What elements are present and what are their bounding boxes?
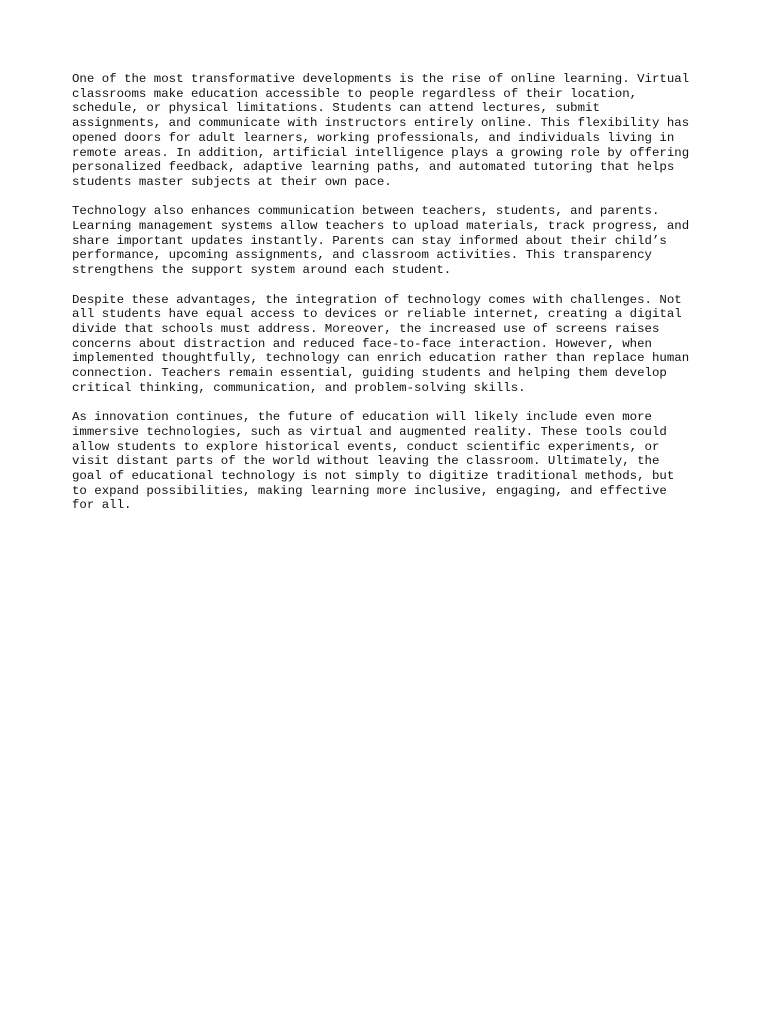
text-line: opened doors for adult learners, working professionals, and individuals living in	[72, 130, 675, 145]
text-line: Despite these advantages, the integration of technology comes with challenges. Not	[72, 292, 682, 307]
text-line: divide that schools must address. Moreover, the increased use of screens raises	[72, 321, 660, 336]
paragraph-communication	[72, 204, 712, 278]
paragraph-future	[72, 410, 712, 513]
text-line: visit distant parts of the world without leaving the classroom. Ultimately, the	[72, 454, 660, 469]
text-line: share important updates instantly. Parents can stay informed about their child’s	[72, 233, 667, 248]
text-line: strengthens the support system around each student.	[72, 263, 452, 278]
text-line: students master subjects at their own pace.	[72, 174, 392, 189]
text-line: As innovation continues, the future of education will likely include even more	[72, 410, 652, 425]
paragraph-challenges	[72, 293, 712, 396]
text-line: One of the most transformative developments is the rise of online learning. Virtual	[72, 72, 690, 86]
text-line: schedule, or physical limitations. Students can attend lectures, submit	[72, 101, 600, 116]
paragraph-online-learning	[72, 72, 712, 190]
text-line: for all.	[72, 498, 132, 513]
text-line: connection. Teachers remain essential, guiding students and helping them develop	[72, 366, 667, 381]
text-line: goal of educational technology is not simply to digitize traditional methods, but	[72, 468, 675, 483]
text-line: personalized feedback, adaptive learning paths, and automated tutoring that helps	[72, 160, 675, 175]
text-line: remote areas. In addition, artificial intelligence plays a growing role by offering	[72, 145, 690, 160]
text-line: Technology also enhances communication between teachers, students, and parents.	[72, 204, 660, 219]
text-line: assignments, and communicate with instructors entirely online. This flexibility has	[72, 116, 690, 131]
text-line: allow students to explore historical events, conduct scientific experiments, or	[72, 439, 660, 454]
text-line: critical thinking, communication, and problem-solving skills.	[72, 380, 526, 395]
text-line: Learning management systems allow teachers to upload materials, track progress, and	[72, 219, 690, 234]
text-line: to expand possibilities, making learning more inclusive, engaging, and effective	[72, 483, 667, 498]
text-line: performance, upcoming assignments, and classroom activities. This transparency	[72, 248, 652, 263]
text-line: classrooms make education accessible to people regardless of their location,	[72, 86, 638, 101]
text-line: implemented thoughtfully, technology can enrich education rather than replace human	[72, 351, 690, 366]
text-line: concerns about distraction and reduced face-to-face interaction. However, when	[72, 336, 652, 351]
document-body	[72, 72, 712, 528]
text-line: immersive technologies, such as virtual and augmented reality. These tools could	[72, 424, 667, 439]
text-line: all students have equal access to devices or reliable internet, creating a digital	[72, 307, 682, 322]
